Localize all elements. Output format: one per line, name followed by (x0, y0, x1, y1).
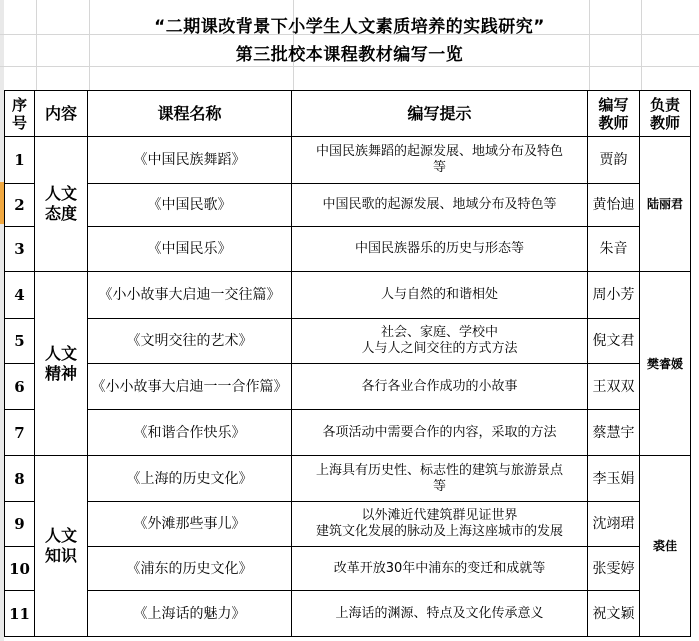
writing-hint: 上海具有历史性、标志性的建筑与旅游景点 等 (292, 456, 588, 502)
course-name: 《小小故事大启迪一一合作篇》 (88, 364, 292, 410)
header-row (5, 91, 691, 137)
course-name: 《文明交往的艺术》 (88, 319, 292, 364)
writing-hint: 上海话的渊源、特点及文化传承意义 (292, 591, 588, 637)
row-number: 5 (5, 319, 35, 364)
writing-hint: 社会、家庭、学校中 人与人之间交往的方式方法 (292, 319, 588, 364)
header-content: 内容 (35, 91, 88, 137)
header-hint: 编写提示 (292, 91, 588, 137)
table-row (5, 410, 691, 456)
row-number: 8 (5, 456, 35, 502)
header-writer: 编写 教师 (588, 91, 640, 137)
responsible-teacher: 裘佳 (640, 456, 691, 637)
row-number: 6 (5, 364, 35, 410)
table-row (5, 547, 691, 591)
writing-hint: 中国民族器乐的历史与形态等 (292, 227, 588, 272)
writing-hint: 人与自然的和谐相处 (292, 272, 588, 319)
writer-teacher: 贾韵 (588, 137, 640, 184)
writer-teacher: 张雯婷 (588, 547, 640, 591)
course-name: 《中国民族舞蹈》 (88, 137, 292, 184)
course-table (4, 90, 691, 637)
writing-hint: 中国民歌的起源发展、地域分布及特色等 (292, 184, 588, 227)
category-cell: 人文 态度 (35, 137, 88, 272)
course-name: 《中国民乐》 (88, 227, 292, 272)
writing-hint: 改革开放30年中浦东的变迁和成就等 (292, 547, 588, 591)
responsible-teacher: 陆丽君 (640, 137, 691, 272)
row-number: 2 (5, 184, 35, 227)
row-number: 10 (5, 547, 35, 591)
course-name: 《外滩那些事儿》 (88, 502, 292, 547)
writing-hint: 以外滩近代建筑群见证世界 建筑文化发展的脉动及上海这座城市的发展 (292, 502, 588, 547)
header-responsible: 负责 教师 (640, 91, 691, 137)
category-cell: 人文 知识 (35, 456, 88, 637)
table-row (5, 184, 691, 227)
writer-teacher: 沈翊珺 (588, 502, 640, 547)
row-number: 11 (5, 591, 35, 637)
header-no: 序 号 (5, 91, 35, 137)
writing-hint: 各项活动中需要合作的内容，采取的方法 (292, 410, 588, 456)
row-number: 4 (5, 272, 35, 319)
writer-teacher: 蔡慧宇 (588, 410, 640, 456)
row-number: 7 (5, 410, 35, 456)
course-name: 《和谐合作快乐》 (88, 410, 292, 456)
gridline (0, 66, 699, 67)
row-number: 3 (5, 227, 35, 272)
writer-teacher: 朱音 (588, 227, 640, 272)
document-title: “二期课改背景下小学生人文素质培养的实践研究” (154, 17, 545, 37)
writer-teacher: 祝文颖 (588, 591, 640, 637)
responsible-teacher: 樊睿媛 (640, 272, 691, 456)
row-number: 1 (5, 137, 35, 184)
table-row (5, 502, 691, 547)
writer-teacher: 李玉娟 (588, 456, 640, 502)
table-row (5, 272, 691, 319)
writer-teacher: 倪文君 (588, 319, 640, 364)
course-name: 《上海话的魅力》 (88, 591, 292, 637)
document-subtitle: 第三批校本课程教材编写一览 (235, 45, 464, 65)
table-row (5, 319, 691, 364)
table-row (5, 456, 691, 502)
writer-teacher: 黄怡迪 (588, 184, 640, 227)
writing-hint: 各行各业合作成功的小故事 (292, 364, 588, 410)
header-course: 课程名称 (88, 91, 292, 137)
writer-teacher: 周小芳 (588, 272, 640, 319)
course-name: 《上海的历史文化》 (88, 456, 292, 502)
course-name: 《浦东的历史文化》 (88, 547, 292, 591)
row-number: 9 (5, 502, 35, 547)
category-cell: 人文 精神 (35, 272, 88, 456)
table-row (5, 137, 691, 184)
writing-hint: 中国民族舞蹈的起源发展、地域分布及特色 等 (292, 137, 588, 184)
table-row (5, 364, 691, 410)
table-row (5, 227, 691, 272)
course-name: 《中国民歌》 (88, 184, 292, 227)
table-row (5, 591, 691, 637)
course-name: 《小小故事大启迪一交往篇》 (88, 272, 292, 319)
writer-teacher: 王双双 (588, 364, 640, 410)
